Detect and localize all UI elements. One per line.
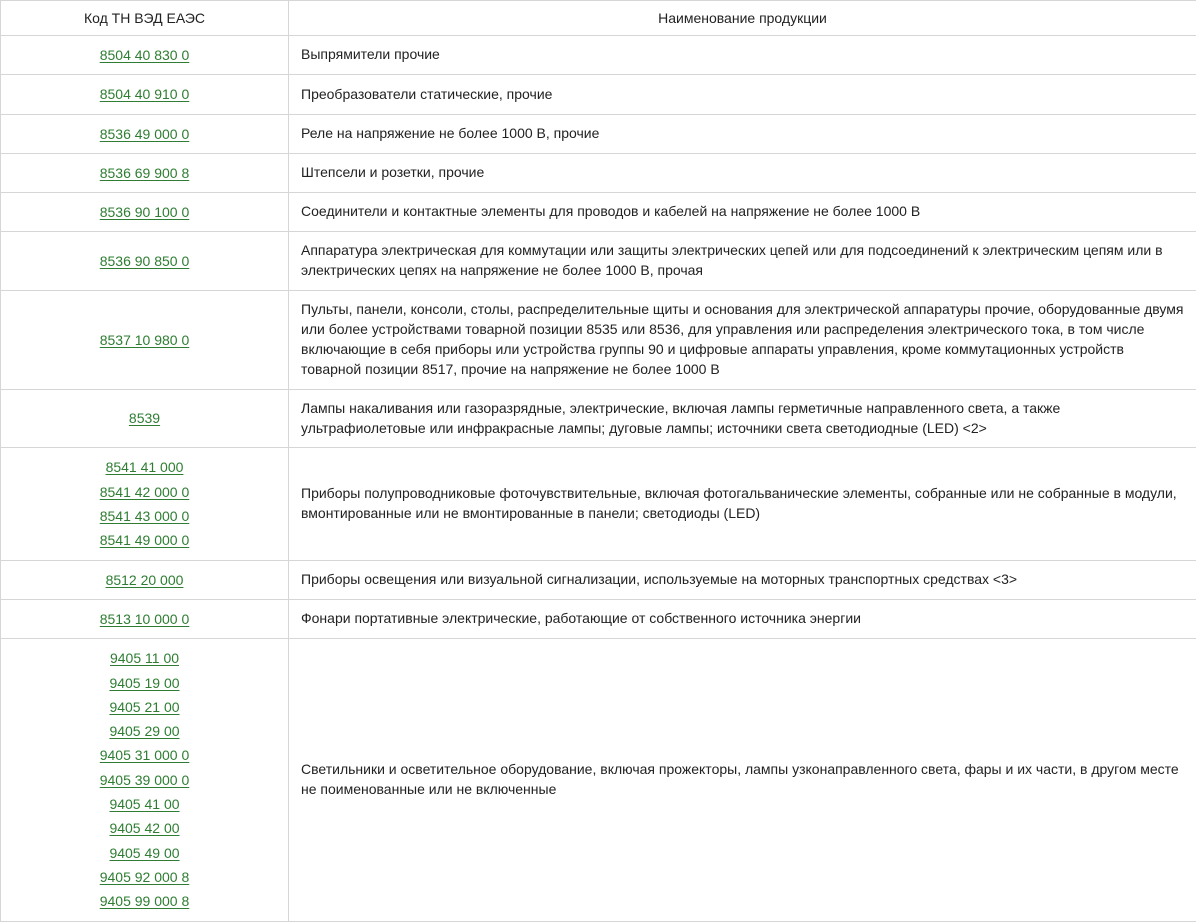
- cell-product-name: Приборы освещения или визуальной сигнализации, используемые на моторных транспортных средствах <3>: [289, 560, 1196, 599]
- cell-product-name: Штепсели и розетки, прочие: [289, 153, 1196, 192]
- table-row: [1, 36, 1196, 75]
- table-row: [1, 114, 1196, 153]
- code-link[interactable]: 8536 69 900 8: [100, 163, 190, 183]
- table-body: [1, 36, 1196, 922]
- table-row: [1, 639, 1196, 921]
- code-link-list: [13, 570, 276, 590]
- cell-product-name: Соединители и контактные элементы для проводов и кабелей на напряжение не более 1000 В: [289, 193, 1196, 232]
- code-link-list: [13, 84, 276, 104]
- cell-product-name: Выпрямители прочие: [289, 36, 1196, 75]
- code-link[interactable]: 9405 11 00: [110, 648, 179, 668]
- code-link-list: [13, 202, 276, 222]
- code-link-list: [13, 163, 276, 183]
- cell-code: [1, 36, 289, 75]
- code-link[interactable]: 8504 40 830 0: [100, 45, 190, 65]
- code-link[interactable]: 8504 40 910 0: [100, 84, 190, 104]
- table-row: [1, 75, 1196, 114]
- code-link-list: [13, 648, 276, 911]
- code-link[interactable]: 9405 49 00: [109, 843, 179, 863]
- code-link[interactable]: 8539: [129, 408, 160, 428]
- table-row: [1, 599, 1196, 638]
- code-link[interactable]: 8536 90 100 0: [100, 202, 190, 222]
- code-link[interactable]: 9405 21 00: [109, 697, 179, 717]
- code-link[interactable]: 8537 10 980 0: [100, 330, 190, 350]
- code-link[interactable]: 8512 20 000: [106, 570, 184, 590]
- cell-product-name: Светильники и осветительное оборудование, включая прожекторы, лампы узконаправленного света, фары и их части, в другом месте не поименованные или не включенные: [289, 639, 1196, 921]
- cell-product-name: Преобразователи статические, прочие: [289, 75, 1196, 114]
- code-link[interactable]: 8541 41 000: [106, 457, 184, 477]
- table-row: [1, 291, 1196, 390]
- code-link[interactable]: 8536 90 850 0: [100, 251, 190, 271]
- cell-code: [1, 153, 289, 192]
- table-row: [1, 389, 1196, 448]
- cell-code: [1, 560, 289, 599]
- code-link-list: [13, 124, 276, 144]
- code-link[interactable]: 9405 41 00: [109, 794, 179, 814]
- column-header-code: Код ТН ВЭД ЕАЭС: [1, 1, 289, 36]
- code-link[interactable]: 8541 42 000 0: [100, 482, 190, 502]
- table-header-row: [1, 1, 1196, 36]
- column-header-name: Наименование продукции: [289, 1, 1196, 36]
- code-link[interactable]: 8536 49 000 0: [100, 124, 190, 144]
- code-link-list: [13, 251, 276, 271]
- code-link[interactable]: 9405 92 000 8: [100, 867, 190, 887]
- cell-code: [1, 193, 289, 232]
- table-row: [1, 153, 1196, 192]
- table-row: [1, 232, 1196, 291]
- code-link[interactable]: 9405 99 000 8: [100, 891, 190, 911]
- cell-code: [1, 291, 289, 390]
- cell-code: [1, 232, 289, 291]
- table-row: [1, 560, 1196, 599]
- code-link-list: [13, 408, 276, 428]
- code-link[interactable]: 8513 10 000 0: [100, 609, 190, 629]
- code-link-list: [13, 457, 276, 550]
- cell-code: [1, 599, 289, 638]
- cell-code: [1, 114, 289, 153]
- code-link[interactable]: 9405 39 000 0: [100, 770, 190, 790]
- code-link[interactable]: 9405 29 00: [109, 721, 179, 741]
- cell-product-name: Лампы накаливания или газоразрядные, электрические, включая лампы герметичные направленного света, а также ультрафиолетовые или инфракрасные лампы; дуговые лампы; источники света светодиодные (LED) <2>: [289, 389, 1196, 448]
- table-row: [1, 193, 1196, 232]
- code-link[interactable]: 9405 19 00: [109, 673, 179, 693]
- cell-product-name: Фонари портативные электрические, работающие от собственного источника энергии: [289, 599, 1196, 638]
- code-link-list: [13, 609, 276, 629]
- cell-code: [1, 639, 289, 921]
- cell-code: [1, 448, 289, 560]
- code-link[interactable]: 8541 49 000 0: [100, 530, 190, 550]
- cell-product-name: Приборы полупроводниковые фоточувствительные, включая фотогальванические элементы, собранные или не собранные в модули, вмонтированные или не вмонтированные в панели; светодиоды (LED): [289, 448, 1196, 560]
- cell-code: [1, 389, 289, 448]
- code-link-list: [13, 45, 276, 65]
- code-link[interactable]: 8541 43 000 0: [100, 506, 190, 526]
- code-link[interactable]: 9405 31 000 0: [100, 745, 190, 765]
- cell-product-name: Пульты, панели, консоли, столы, распределительные щиты и основания для электрической аппаратуры прочие, оборудованные двумя или более устройствами товарной позиции 8535 или 8536, для управления или распределения электрического тока, в том числе включающие в себя приборы или устройства группы 90 и цифровые аппараты управления, кроме коммутационных устройств товарной позиции 8517, прочие на напряжение не более 1000 В: [289, 291, 1196, 390]
- code-link-list: [13, 330, 276, 350]
- table-header: [1, 1, 1196, 36]
- cell-product-name: Реле на напряжение не более 1000 В, прочие: [289, 114, 1196, 153]
- code-link[interactable]: 9405 42 00: [109, 818, 179, 838]
- table-row: [1, 448, 1196, 560]
- cell-code: [1, 75, 289, 114]
- cell-product-name: Аппаратура электрическая для коммутации или защиты электрических цепей или для подсоединений к электрическим цепям или в электрических цепях на напряжение не более 1000 В, прочая: [289, 232, 1196, 291]
